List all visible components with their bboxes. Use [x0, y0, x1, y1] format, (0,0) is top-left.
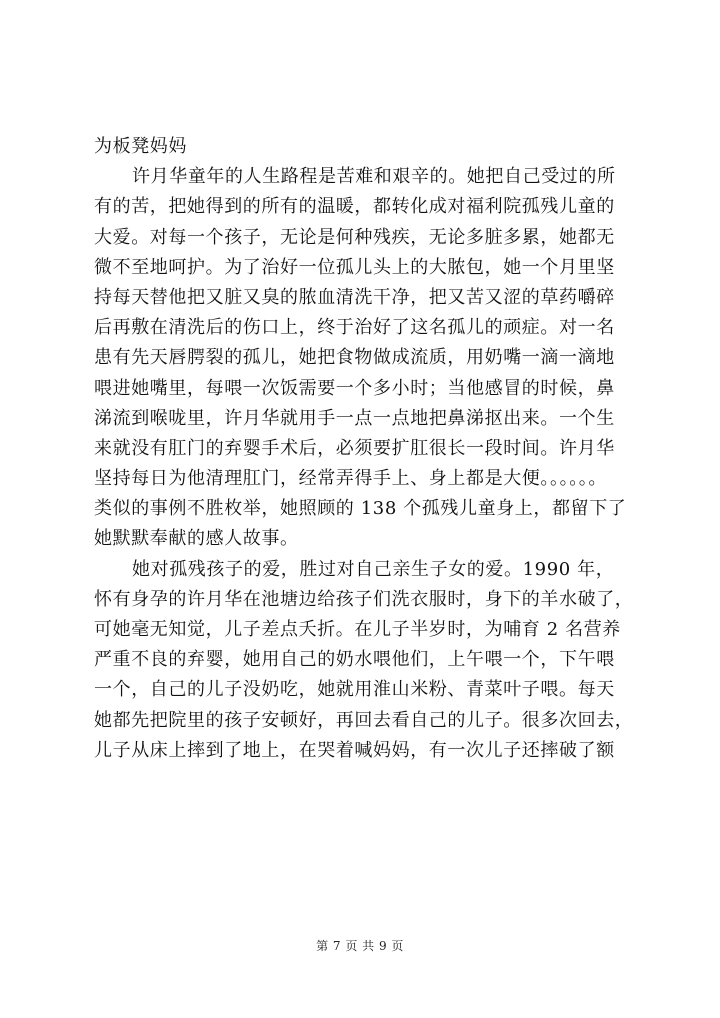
text-line: 涕流到喉咙里，许月华就用手一点一点地把鼻涕抠出来。一个生	[94, 407, 615, 429]
text-line: 可她毫无知觉，儿子差点夭折。在儿子半岁时，为哺育 2 名营养	[94, 619, 621, 640]
text-line: 微不至地呵护。为了治好一位孤儿头上的大脓包，她一个月里坚	[94, 256, 615, 278]
text-line: 她默默奉献的感人故事。	[94, 528, 299, 550]
text-line: 坚持每日为他清理肛门，经常弄得手上、身上都是大便。。。。。。	[94, 468, 607, 490]
text-line: 有的苦，把她得到的所有的温暖，都转化成对福利院孤残儿童的	[94, 196, 615, 218]
text-line: 怀有身孕的许月华在池塘边给孩子们洗衣服时，身下的羊水破了，	[94, 588, 634, 610]
text-line: 一个，自己的儿子没奶吃，她就用淮山米粉、青菜叶子喂。每天	[94, 679, 615, 701]
text-line: 为板凳妈妈	[94, 136, 187, 157]
text-line: 大爱。对每一个孩子，无论是何种残疾，无论多脏多累，她都无	[94, 226, 615, 248]
text-line: 来就没有肛门的弃婴手术后，必须要扩肛很长一段时间。许月华	[94, 437, 615, 459]
paragraph	[94, 555, 634, 766]
paragraph	[94, 132, 634, 162]
text-line: 患有先天唇腭裂的孤儿，她把食物做成流质，用奶嘴一滴一滴地	[94, 347, 615, 369]
text-line: 类似的事例不胜枚举，她照顾的 138 个孤残儿童身上，都留下了	[94, 498, 627, 520]
text-line: 后再敷在清洗后的伤口上，终于治好了这名孤儿的顽症。对一名	[94, 317, 615, 339]
page-footer	[0, 937, 720, 954]
text-line: 儿子从床上摔到了地上，在哭着喊妈妈，有一次儿子还摔破了额	[94, 739, 615, 761]
paragraph	[94, 162, 634, 554]
text-line: 许月华童年的人生路程是苦难和艰辛的。她把自己受过的所	[132, 166, 616, 188]
text-line: 严重不良的弃婴，她用自己的奶水喂他们，上午喂一个，下午喂	[94, 649, 615, 671]
text-line: 她都先把院里的孩子安顿好，再回去看自己的儿子。很多次回去，	[94, 709, 634, 731]
text-line: 持每天替他把又脏又臭的脓血清洗干净，把又苦又涩的草药嚼碎	[94, 286, 615, 308]
text-line: 她对孤残孩子的爱，胜过对自己亲生子女的爱。1990 年，	[132, 558, 615, 580]
body-text	[94, 132, 634, 766]
page-number-label: 第 7 页 共 9 页	[316, 939, 404, 953]
text-line: 喂进她嘴里，每喂一次饭需要一个多小时；当他感冒的时候，鼻	[94, 377, 615, 399]
